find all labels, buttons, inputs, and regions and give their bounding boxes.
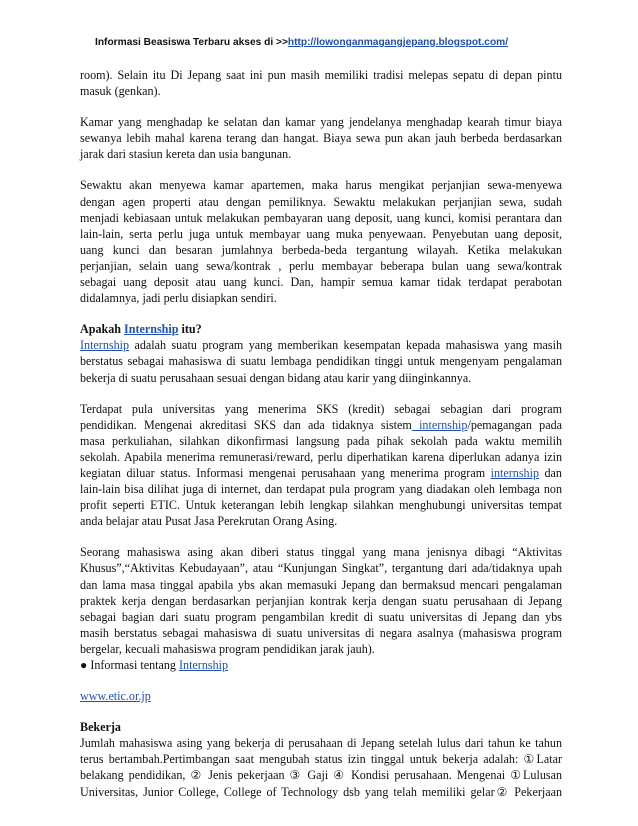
text-line: sebagai uang deposit atau uang kunci. Dan, hampir semua kamar tidak terdapat perabotan	[80, 275, 562, 290]
text-line: sebagai bagian dari suatu program pengambilan kredit di suatu universitas di Jepang dan ybs	[80, 609, 562, 624]
paragraph-visa-status	[80, 544, 562, 673]
text-line: masuk (genkan).	[80, 84, 161, 99]
text-fragment: dan	[539, 465, 562, 480]
text-line: bergelar, kecuali mahasiswa program pendidikan jarak jauh).	[80, 641, 375, 656]
paragraph-genkan	[80, 67, 562, 99]
text-line: masa perkuliahan, silahkan dikonfirmasi langsung pada pihak sekolah pada waktu memilih	[80, 433, 562, 448]
internship-link[interactable]: internship	[411, 417, 468, 432]
header-link[interactable]: http://lowonganmagangjepang.blogspot.com/	[287, 37, 509, 48]
paragraph-bekerja	[80, 719, 562, 799]
document-body	[80, 67, 562, 815]
text-fragment: pendidikan. Mengenai akreditasi SKS dan ada tidaknya sistem	[80, 417, 412, 432]
text-line: anda belajar atau Pusat Jasa Perekrutan Orang Asing.	[80, 514, 338, 529]
text-fragment: adalah suatu program yang memberikan kesempatan kepada mahasiswa yang masih	[129, 338, 562, 353]
text-line: Universitas, Junior College, College of Technology dsb yang telah memiliki gelar② Pekerjaan	[80, 784, 562, 799]
text-line: dengan agen properti atau dengan pemiliknya. Sewaktu melakukan perjanjian sewa, sudah	[80, 194, 562, 209]
internship-link[interactable]: Internship	[124, 322, 179, 337]
heading-text: itu?	[178, 322, 202, 337]
page-header	[95, 37, 615, 48]
paragraph-sks-credit	[80, 401, 562, 530]
text-line: masih berstatus sebagai mahasiswa di suatu universitas di negara asalnya (mahasiswa program	[80, 625, 562, 640]
text-line	[80, 465, 562, 481]
text-line: dan lama masa tinggal apabila ybs akan memasuki Jepang dan bermaksud mencari pengalaman	[80, 577, 562, 592]
internship-link[interactable]: Internship	[179, 658, 229, 672]
text-line	[80, 337, 562, 353]
text-line: uang kunci dan besaran jumlahnya berbeda-beda tergantung wilayah. Ketika melakukan	[80, 242, 562, 257]
bullet-line	[80, 657, 562, 673]
text-fragment: kegiatan diluar status. Informasi mengenai perusahaan yang menerima program	[80, 465, 491, 480]
text-line	[80, 417, 562, 433]
text-line: Khusus”,“Aktivitas Kebudayaan”, atau “Kunjungan Singkat”, tergantung dari ada/tidaknya upah	[80, 561, 562, 576]
internship-link[interactable]: internship	[490, 465, 539, 480]
text-line: sewanya lebih mahal karena terang dan hangat. Biaya sewa pun akan jauh berbeda berdasarkan	[80, 131, 562, 146]
text-line: terus bertambah.Pertimbangan saat mengubah status izin tinggal untuk bekerja adalah: ①Latar	[80, 752, 562, 767]
text-line: Seorang mahasiswa asing akan diberi status tinggal yang mana jenisnya dibagi “Aktivitas	[80, 545, 562, 560]
section-heading-bekerja: Bekerja	[80, 720, 121, 735]
text-line: didalamnya, jadi perlu disiapkan sendiri.	[80, 291, 277, 306]
text-line: perjanjian, selain uang sewa/kontrak , perlu membayar beberapa bulan uang sewa/kontrak	[80, 258, 562, 273]
text-line: bekerja di suatu perusahaan sesuai dengan bidang atau karir yang diinginkannya.	[80, 370, 472, 385]
etic-link[interactable]: www.etic.or.jp	[80, 689, 151, 704]
text-line: berstatus sebagai mahasiswa di suatu lembaga pendidikan tinggi untuk mengenyam pengalaman	[80, 354, 562, 369]
internship-link[interactable]: Internship	[80, 338, 130, 353]
text-line: menjadi kebiasaan untuk melakukan pembayaran uang deposit, uang kunci, komisi perantara dan	[80, 210, 562, 225]
text-line: sekolah. Apabila menerima remunerasi/reward, perlu diperhatikan karena diperlukan adanya izin	[80, 449, 562, 464]
header-label: Informasi Beasiswa Terbaru akses di >>	[95, 37, 288, 48]
text-line: room). Selain itu Di Jepang saat ini pun masih memiliki tradisi melepas sepatu di depan pintu	[80, 68, 562, 82]
text-line: profit seperti ETIC. Untuk keterangan lebih lengkap silahkan menghubungi universitas tempat	[80, 498, 562, 513]
text-line: belakang pendidikan, ② Jenis pekerjaan ③ Gaji ④ Kondisi perusahaan. Mengenai ①Lulusan	[80, 768, 562, 783]
text-line: jarak dari stasiun kereta dan usia bangunan.	[80, 147, 292, 162]
paragraph-room-price	[80, 114, 562, 162]
text-line: lain-lain bisa dilihat juga di internet, dan terdapat pula program yang diadakan oleh lembaga non	[80, 482, 562, 497]
heading-text: Apakah	[80, 322, 125, 337]
text-line: Jumlah mahasiswa asing yang bekerja di perusahaan di Jepang setelah lulus dari tahun ke tahun	[80, 736, 562, 751]
bullet-text: ● Informasi tentang	[80, 658, 179, 672]
paragraph-etic-link	[80, 688, 562, 704]
paragraph-rental-agreement	[80, 177, 562, 306]
text-fragment: /pemagangan pada	[467, 417, 562, 432]
text-line: Terdapat pula universitas yang menerima SKS (kredit) sebagai sebagian dari program	[80, 401, 562, 416]
text-line: Sewaktu akan menyewa kamar apartemen, maka harus mengikat perjanjian sewa-menyewa	[80, 178, 562, 193]
section-heading-internship	[80, 321, 562, 337]
paragraph-internship-definition	[80, 321, 562, 385]
text-line: Kamar yang menghadap ke selatan dan kamar yang jendelanya menghadap kearah timur biaya	[80, 115, 562, 130]
text-line: praktek kerja dengan berdasarkan perjanjian kontrak kerja dengan suatu perusahaan di Jepang	[80, 593, 562, 608]
text-line: lain-lain, serta perlu juga untuk membayar uang muka penyewaan. Penyebutan uang deposit,	[80, 226, 562, 241]
